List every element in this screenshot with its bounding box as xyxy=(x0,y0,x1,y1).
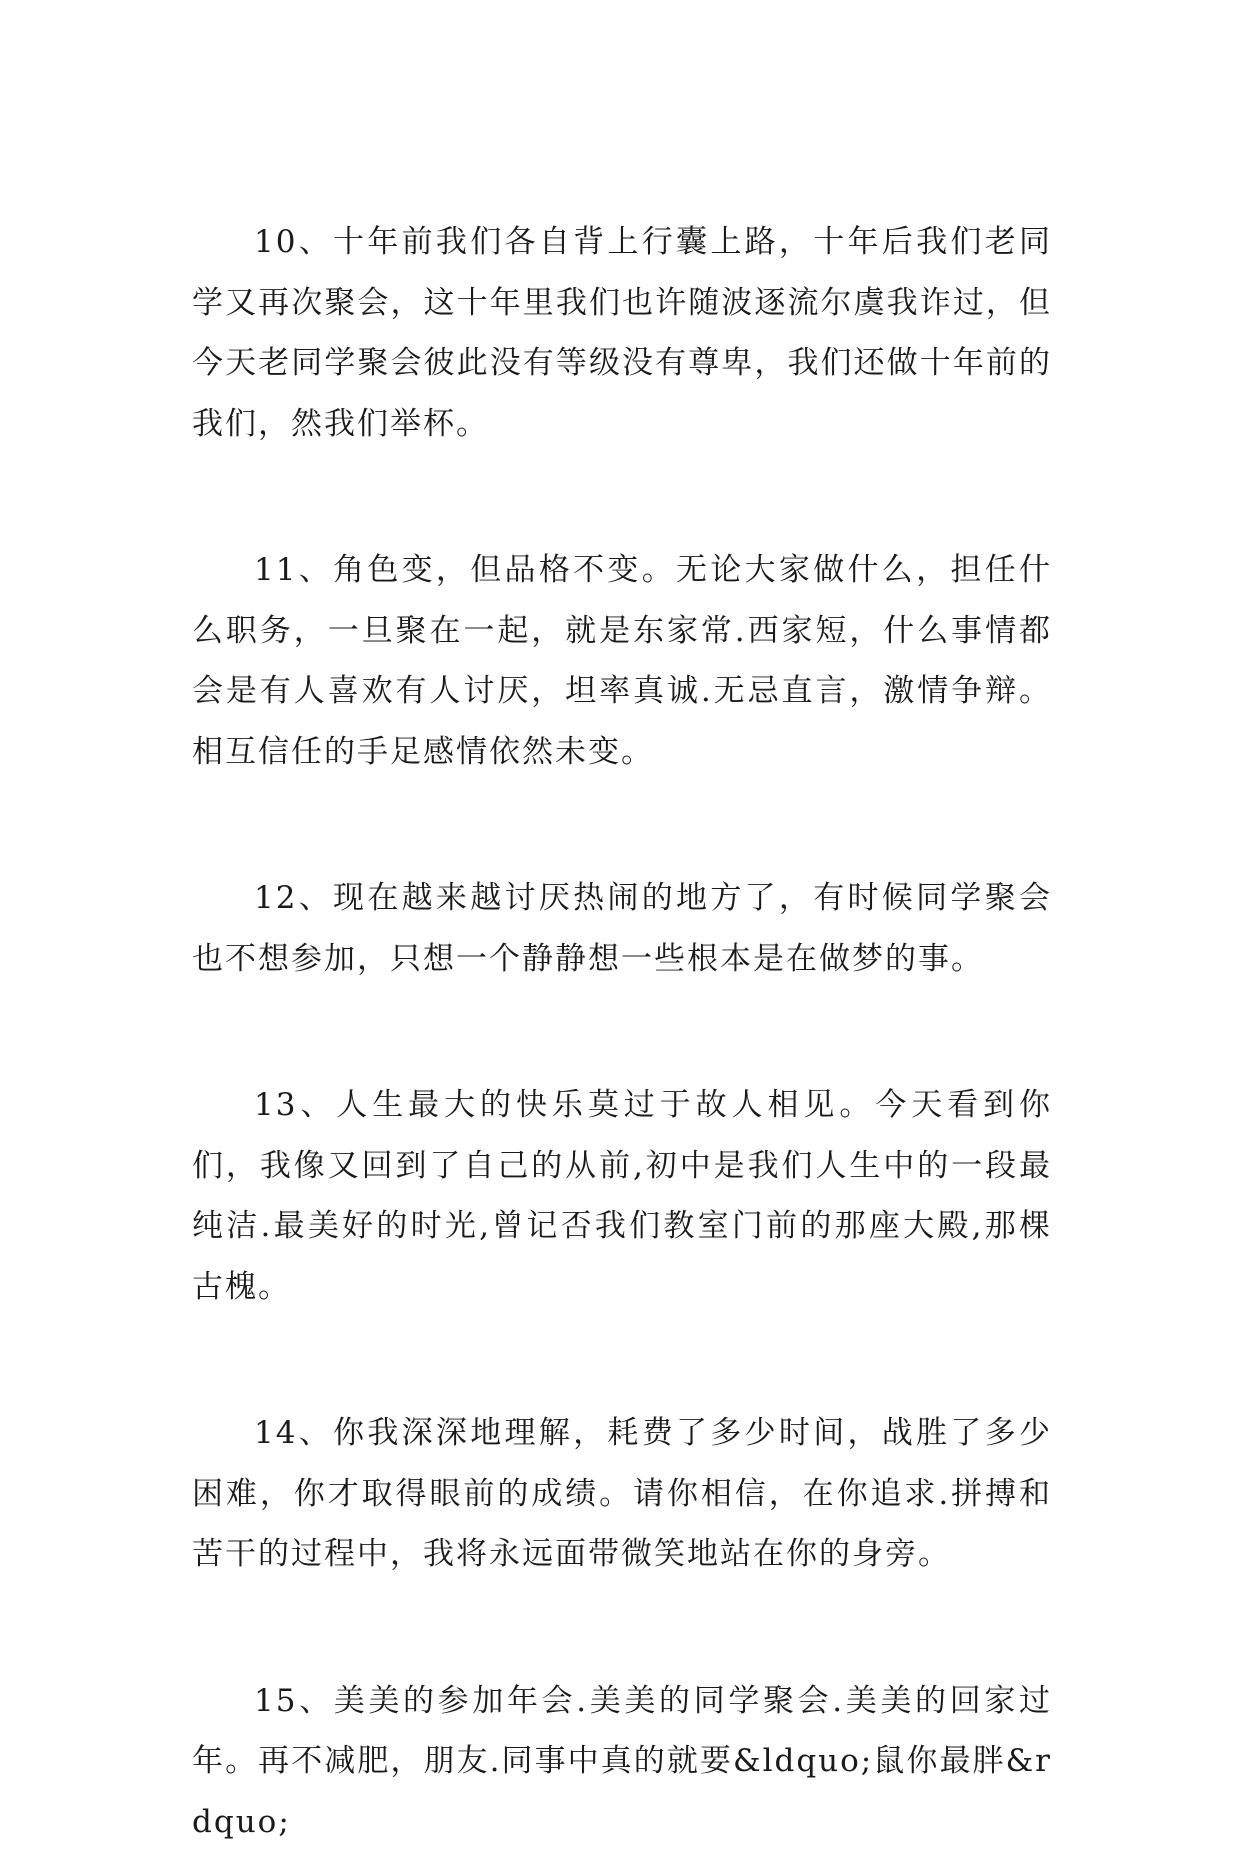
paragraph-11: 11、角色变，但品格不变。无论大家做什么，担任什么职务，一旦聚在一起，就是东家常.西家短，什么事情都会是有人喜欢有人讨厌，坦率真诚.无忌直言，激情争辩。相互信任的手足感情依然未变。 xyxy=(192,540,1052,782)
paragraph-10: 10、十年前我们各自背上行囊上路，十年后我们老同学又再次聚会，这十年里我们也许随波逐流尔虞我诈过，但今天老同学聚会彼此没有等级没有尊卑，我们还做十年前的我们，然我们举杯。 xyxy=(192,212,1052,454)
document-body xyxy=(192,212,1052,1852)
paragraph-14: 14、你我深深地理解，耗费了多少时间，战胜了多少困难，你才取得眼前的成绩。请你相信，在你追求.拼搏和苦干的过程中，我将永远面带微笑地站在你的身旁。 xyxy=(192,1403,1052,1585)
paragraph-13: 13、人生最大的快乐莫过于故人相见。今天看到你们，我像又回到了自己的从前,初中是我们人生中的一段最纯洁.最美好的时光,曾记否我们教室门前的那座大殿,那棵古槐。 xyxy=(192,1075,1052,1317)
paragraph-12: 12、现在越来越讨厌热闹的地方了，有时候同学聚会也不想参加，只想一个静静想一些根本是在做梦的事。 xyxy=(192,868,1052,989)
paragraph-15: 15、美美的参加年会.美美的同学聚会.美美的回家过年。再不减肥，朋友.同事中真的就要&ldquo;鼠你最胖&rdquo; xyxy=(192,1671,1052,1852)
